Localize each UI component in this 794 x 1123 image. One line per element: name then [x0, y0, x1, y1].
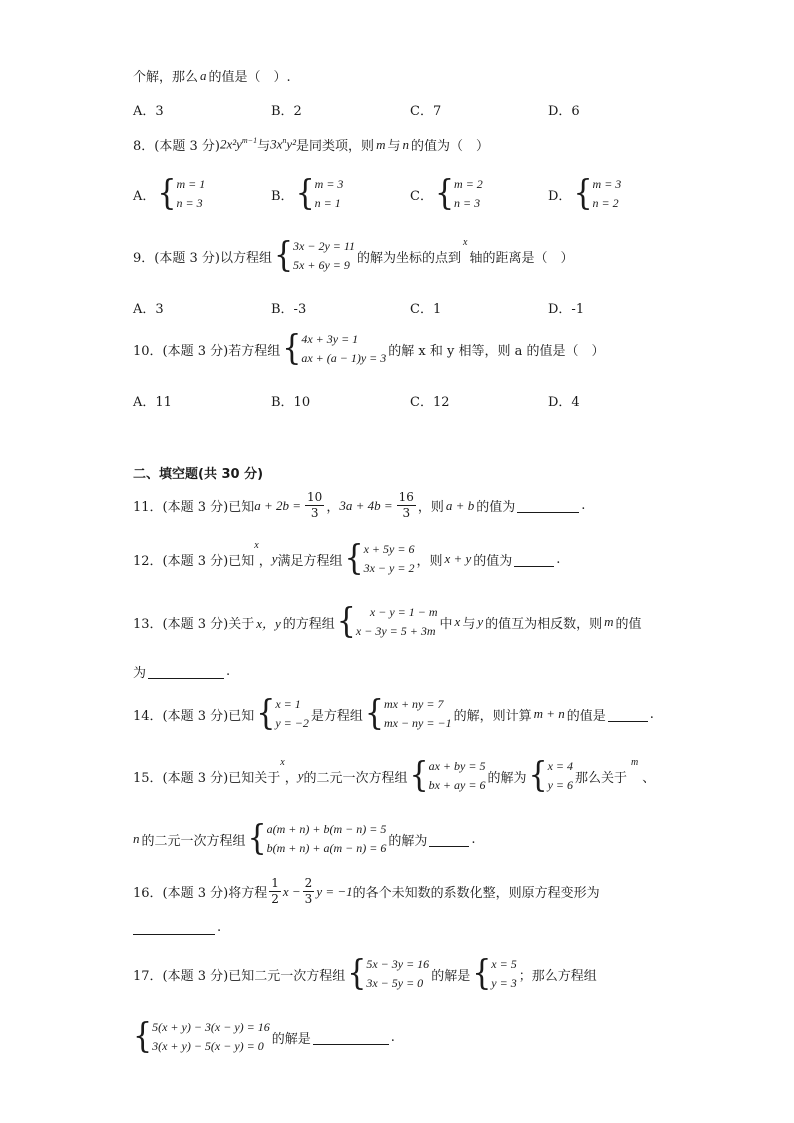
- q15-system2: { a(m + n) + b(m − n) = 5 b(m + n) + a(m − n) = 6: [247, 818, 387, 859]
- q14-stem: [133, 695, 654, 733]
- q12-stem: [133, 540, 560, 578]
- q7-text: 个解，那么: [133, 70, 199, 85]
- q15-system: { ax + by = 5 bx + ay = 6: [409, 755, 486, 796]
- q16-answer-blank[interactable]: [133, 920, 215, 935]
- q14-answer-blank[interactable]: [608, 707, 648, 722]
- q12-rest: ，则: [416, 553, 443, 569]
- q12-x: x: [254, 540, 259, 551]
- q15-sep: 、: [642, 770, 656, 786]
- q17-dot: .: [390, 1029, 395, 1045]
- q12-end: 的值为: [473, 553, 513, 569]
- q15-y: y: [297, 768, 304, 783]
- q8-stem: [133, 135, 489, 154]
- q9-system: { 3x − 2y = 11 5x + 6y = 9: [273, 235, 356, 276]
- q16-end: 的各个未知数的系数化整，则原方程变形为: [352, 886, 600, 901]
- q8-option-c[interactable]: C． { m = 2 n = 3: [410, 173, 483, 214]
- q10-stem: [133, 330, 605, 368]
- q8-mid: 与: [257, 139, 271, 154]
- q9-rest: 的解为坐标的点到: [357, 250, 462, 266]
- q9-prefix: 9．(本题 3 分)以方程组: [133, 250, 272, 266]
- q15-n: n: [133, 831, 140, 846]
- q7-option-a[interactable]: A．3: [133, 104, 164, 119]
- q17-mid: 的解是: [431, 968, 471, 984]
- q12-comma: ，: [258, 553, 272, 569]
- q11-frac1: $\frac{10}{3}$: [307, 490, 323, 520]
- q16-prefix: 16．(本题 3 分)将方程: [133, 886, 268, 901]
- q15-stem: [133, 757, 655, 795]
- q15-rest: 那么关于: [575, 770, 628, 786]
- q14-expr: m + n: [533, 706, 565, 721]
- q13-rest: 的值互为相反数，则: [485, 616, 603, 632]
- q12-system: { x + 5y = 6 3x − y = 2: [344, 538, 415, 579]
- q11-expr3: a + b: [445, 497, 475, 513]
- q13-prefix: 13．(本题 3 分)关于: [133, 616, 255, 632]
- q15-dot: .: [471, 831, 476, 847]
- q11-sep: ，: [326, 500, 340, 515]
- q15-line2: [133, 820, 475, 858]
- q16-y: y = −1: [316, 883, 353, 899]
- q13-m: m: [604, 614, 614, 629]
- q15-prefix: 15．(本题 3 分)已知关于: [133, 770, 281, 786]
- q8-option-d[interactable]: D． { m = 3 n = 2: [548, 173, 622, 214]
- q13-answer-blank[interactable]: [148, 664, 224, 679]
- q13-line2: [133, 662, 230, 681]
- q10-option-b[interactable]: B．10: [271, 395, 311, 410]
- q10-prefix: 10．(本题 3 分)若方程组: [133, 343, 281, 359]
- q11-dot: .: [581, 498, 586, 513]
- q15-line2-text: 的二元一次方程组: [141, 833, 246, 849]
- q15-solution: { x = 4 y = 6: [528, 755, 573, 796]
- q8-term2: $3x^ny^2$: [270, 136, 297, 152]
- q16-frac1: $\frac{1}{2}$: [271, 876, 279, 906]
- q13-stem: [133, 603, 642, 641]
- q12-expr: x + y: [444, 551, 472, 566]
- q14-prefix: 14．(本题 3 分)已知: [133, 708, 255, 724]
- q11-stem: [133, 490, 585, 521]
- q12-answer-blank[interactable]: [514, 552, 554, 567]
- q7-option-b[interactable]: B．2: [271, 104, 302, 119]
- q11-expr1: a + 2b =: [254, 497, 302, 513]
- q8-rest: 是同类项，则: [296, 139, 375, 154]
- q7-stem: [133, 66, 291, 85]
- q10-system: { 4x + 3y = 1 ax + (a − 1)y = 3: [282, 328, 387, 369]
- q13-mid: 的方程组: [282, 616, 335, 632]
- q13-y: y: [477, 614, 484, 629]
- q7-text-end: 的值是（ ）.: [208, 70, 291, 85]
- q14-rest: 的解，则计算: [453, 708, 532, 724]
- q9-x: x: [463, 237, 468, 248]
- q8-option-b[interactable]: B． { m = 3 n = 1: [271, 173, 344, 214]
- q14-mid: 是方程组: [310, 708, 363, 724]
- q15-mid2: 的解为: [487, 770, 527, 786]
- q15-mid: 的二元一次方程组: [303, 770, 408, 786]
- q10-end: 的解 x 和 y 相等，则 a 的值是（ ）: [388, 343, 605, 359]
- q10-option-c[interactable]: C．12: [410, 395, 450, 410]
- q9-option-d[interactable]: D．-1: [548, 302, 585, 317]
- q10-option-d[interactable]: D．4: [548, 395, 580, 410]
- q8-option-a[interactable]: A． { m = 1 n = 3: [133, 173, 206, 214]
- q14-end: 的值是: [566, 708, 606, 724]
- q12-y: y: [271, 551, 278, 566]
- q11-expr2: 3a + 4b =: [339, 497, 393, 513]
- q15-x: x: [280, 757, 285, 768]
- q10-option-a[interactable]: A．11: [133, 395, 172, 410]
- q9-stem: [133, 237, 574, 275]
- q17-prefix: 17．(本题 3 分)已知二元一次方程组: [133, 968, 346, 984]
- q12-mid: 满足方程组: [277, 553, 343, 569]
- q8-and: 与: [387, 139, 401, 154]
- q16-frac2: $\frac{2}{3}$: [304, 876, 313, 906]
- q12-dot: .: [556, 551, 561, 567]
- q9-option-a[interactable]: A．3: [133, 302, 164, 317]
- q15-m: m: [631, 757, 639, 768]
- q17-line2: [133, 1018, 395, 1056]
- q16-x: x −: [282, 883, 301, 899]
- q15-end: 的解为: [388, 833, 428, 849]
- q13-line2-text: 为: [133, 666, 147, 681]
- q12-prefix: 12．(本题 3 分)已知: [133, 553, 255, 569]
- q15-comma: ，: [284, 770, 298, 786]
- q7-option-d[interactable]: D．6: [548, 104, 580, 119]
- section-fill-in-blank-title: 二、填空题(共 30 分): [133, 467, 264, 482]
- q8-term1: $2x^2y^{m-1}$: [219, 136, 258, 152]
- q8-n: n: [402, 136, 409, 152]
- q9-option-c[interactable]: C．1: [410, 302, 442, 317]
- q11-frac2: $\frac{16}{3}$: [398, 490, 414, 520]
- q11-end: 的值为: [476, 500, 516, 515]
- q17-end: 的解是: [271, 1031, 311, 1047]
- q17-solution: { x = 5 y = 3: [472, 953, 517, 994]
- q13-dot: .: [226, 664, 231, 679]
- q11-prefix: 11．(本题 3 分)已知: [133, 500, 255, 515]
- q13-x: x: [454, 614, 461, 629]
- q17-system2: { 5(x + y) − 3(x − y) = 16 3(x + y) − 5(x − y) = 0: [133, 1016, 270, 1057]
- q14-solution: { x = 1 y = −2: [256, 693, 309, 734]
- q8-end: 的值为（ ）: [410, 139, 489, 154]
- q11-answer-blank[interactable]: [517, 498, 579, 513]
- q13-xy: x，y: [256, 615, 281, 631]
- q17-rest: ；那么方程组: [518, 968, 597, 984]
- q17-system: { 5x − 3y = 16 3x − 5y = 0: [347, 953, 430, 994]
- q8-m: m: [376, 136, 386, 152]
- q7-var: a: [200, 67, 207, 83]
- q14-dot: .: [649, 706, 654, 722]
- q9-end: 轴的距离是（ ）: [469, 250, 574, 266]
- q8-prefix: 8．(本题 3 分): [133, 139, 220, 154]
- q17-stem: [133, 955, 597, 993]
- q13-end: 的值: [615, 616, 642, 632]
- q7-option-c[interactable]: C．7: [410, 104, 442, 119]
- q14-system: { mx + ny = 7 mx − ny = −1: [364, 693, 452, 734]
- q16-line2: [133, 920, 221, 935]
- q17-answer-blank[interactable]: [313, 1030, 389, 1045]
- q9-option-b[interactable]: B．-3: [271, 302, 307, 317]
- q16-dot: .: [217, 920, 222, 935]
- q13-and: 与: [462, 616, 476, 632]
- q11-rest: ，则: [417, 500, 444, 515]
- q15-answer-blank[interactable]: [429, 832, 469, 847]
- q16-stem: [133, 876, 600, 907]
- q13-system: { x − y = 1 − m x − 3y = 5 + 3m: [336, 601, 438, 642]
- q13-mid2: 中: [439, 616, 453, 632]
